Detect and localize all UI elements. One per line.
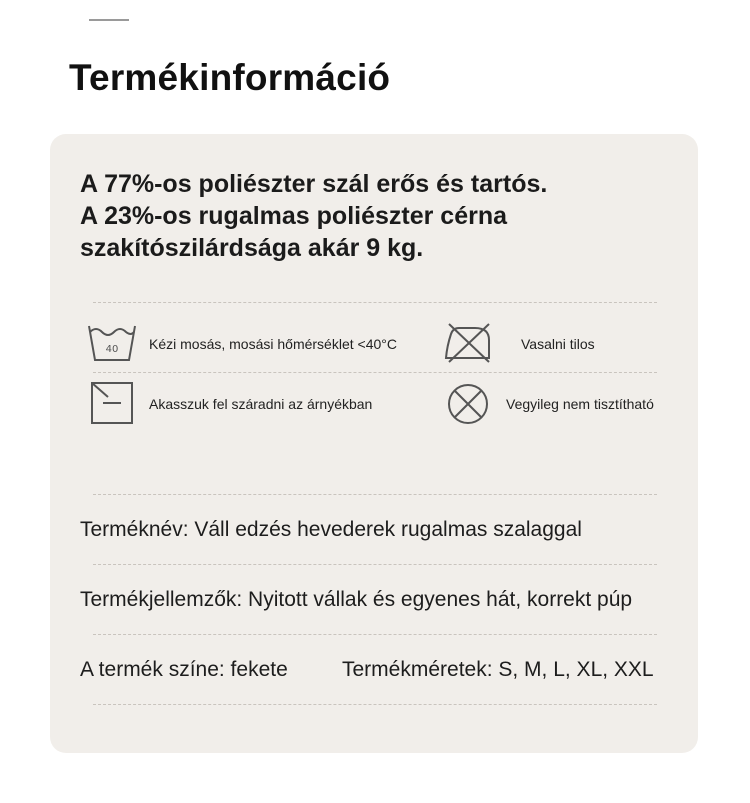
product-color: A termék színe: fekete bbox=[80, 658, 288, 681]
care-wash-label: Kézi mosás, mosási hőmérséklet <40°C bbox=[149, 336, 397, 352]
divider bbox=[93, 494, 657, 495]
product-features: Termékjellemzők: Nyitott vállak és egyenes hát, korrekt púp bbox=[80, 588, 633, 611]
material-line-2: A 23%-os rugalmas poliészter cérna bbox=[80, 202, 508, 230]
divider bbox=[93, 372, 657, 373]
care-dry-label: Akasszuk fel száradni az árnyékban bbox=[149, 396, 373, 412]
care-iron-label: Vasalni tilos bbox=[521, 336, 595, 352]
divider bbox=[93, 634, 657, 635]
product-sizes: Termékméretek: S, M, L, XL, XXL bbox=[342, 658, 654, 681]
material-line-1: A 77%-os poliészter szál erős és tartós. bbox=[80, 170, 548, 198]
divider bbox=[93, 704, 657, 705]
page-title: Termékinformáció bbox=[69, 57, 391, 98]
no-dry-clean-icon bbox=[446, 382, 490, 426]
wash-temp-label: 40 bbox=[105, 344, 119, 355]
material-description bbox=[80, 168, 547, 264]
shade-dry-icon bbox=[90, 381, 134, 425]
hand-wash-icon bbox=[86, 320, 138, 364]
no-iron-icon bbox=[443, 320, 493, 364]
divider bbox=[93, 564, 657, 565]
divider bbox=[93, 302, 657, 303]
product-name: Terméknév: Váll edzés hevederek rugalmas szalaggal bbox=[80, 518, 582, 541]
top-divider bbox=[89, 19, 129, 21]
material-line-3: szakítószilárdsága akár 9 kg. bbox=[80, 234, 424, 262]
care-chem-label: Vegyileg nem tisztítható bbox=[506, 396, 654, 412]
